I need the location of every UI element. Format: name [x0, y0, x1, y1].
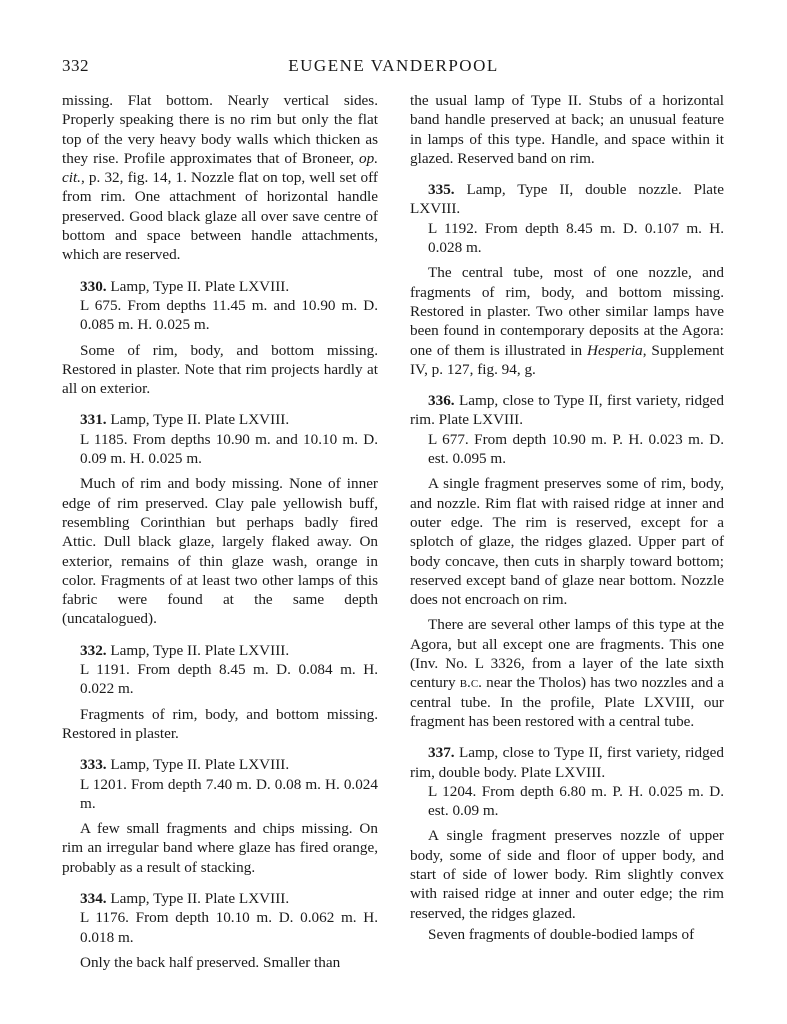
entry-meta: L 675. From depths 11.45 m. and 10.90 m. D. 0.085 m. H. 0.025 m.	[80, 296, 378, 334]
entry-heading: 330. Lamp, Type II. Plate LXVIII.	[80, 277, 290, 295]
entry-number: 335.	[428, 181, 455, 199]
catalogue-entry-332	[62, 641, 378, 743]
entry-meta: L 1176. From depth 10.10 m. D. 0.062 m. H. 0.018 m.	[80, 909, 378, 946]
right-column	[410, 91, 724, 944]
catalogue-entry-334	[62, 889, 378, 972]
catalogue-entry-337	[410, 743, 724, 944]
entry-meta: L 677. From depth 10.90 m. P. H. 0.023 m. D. est. 0.095 m.	[428, 430, 724, 468]
entry-description: Only the back half preserved. Smaller than	[80, 953, 341, 971]
entry-description: Some of rim, body, and bottom missing. Restored in plaster. Note that rim projects hardly at all on exterior.	[62, 341, 378, 398]
entry-description-continued: There are several other lamps of this type at the Agora, but all except one are fragments. This one (Inv. No. L 3326, from a layer of the late sixth century b.c. near the Tholos) has two nozzles and a central tube. In the profile, Plate LXVIII, our fragment has been restored with a central tube.	[410, 616, 724, 730]
entry-description: Fragments of rim, body, and bottom missing. Restored in plaster.	[62, 705, 378, 742]
entry-meta: L 1201. From depth 7.40 m. D. 0.08 m. H. 0.024 m.	[80, 775, 378, 812]
entry-description: The central tube, most of one nozzle, and fragments of rim, body, and bottom missing. Restored in plaster. Two other similar lamps have been found in contemporary deposits at the Agora: one of them is illustrated in Hesperia, Supplement IV, p. 127, fig. 94, g.	[410, 264, 724, 378]
entry-heading: 334. Lamp, Type II. Plate LXVIII.	[80, 889, 290, 907]
catalogue-entry-336	[410, 391, 724, 731]
catalogue-entry-335	[410, 180, 724, 379]
entry-number: 330.	[80, 277, 107, 295]
left-column	[62, 91, 378, 972]
entry-heading: 335. Lamp, Type II, double nozzle. Plate LXVIII.	[410, 181, 725, 218]
catalogue-entry-331	[62, 410, 378, 628]
entry-description: A few small fragments and chips missing. On rim an irregular band where glaze has fired orange, probably as a result of stacking.	[62, 820, 378, 876]
carryover-paragraph: the usual lamp of Type II. Stubs of a horizontal band handle preserved at back; an unusual feature in lamps of this type. Handle, and space within it glazed. Reserved band on rim.	[410, 92, 724, 167]
entry-meta: L 1185. From depths 10.90 m. and 10.10 m. D. 0.09 m. H. 0.025 m.	[80, 430, 378, 468]
entry-heading: 333. Lamp, Type II. Plate LXVIII.	[80, 756, 290, 774]
entry-description: A single fragment preserves some of rim, body, and nozzle. Rim flat with raised ridge at inner and outer edge. The rim is reserved, except for a splotch of glaze, the ridges glazed. Upper part of body concave, then cuts in sharply toward bottom; reserved except band of glaze near bottom. Nozzle does not encroach on rim.	[410, 475, 724, 609]
carryover-paragraph: missing. Flat bottom. Nearly vertical sides. Properly speaking there is no rim but only the flat top of the very heavy body walls which thicken as they rise. Profile approximates that of Broneer, op. cit., p. 32, fig. 14, 1. Nozzle flat on top, well set off from rim. One attachment of horizontal handle preserved. Good black glaze all over save centre of bottom and space between handle attachments, which are reserved.	[62, 92, 378, 264]
catalogue-entry-330	[62, 277, 378, 399]
entry-heading: 331. Lamp, Type II. Plate LXVIII.	[80, 411, 290, 429]
entry-meta: L 1191. From depth 8.45 m. D. 0.084 m. H. 0.022 m.	[80, 661, 378, 698]
entry-number: 333.	[80, 756, 107, 774]
entry-number: 336.	[428, 392, 455, 410]
entry-description: A single fragment preserves nozzle of upper body, some of side and floor of upper body, and start of side of lower body. Rim slightly convex with raised ridge at inner and outer edge; the rim reserved, the ridges glazed.	[410, 827, 724, 922]
entry-heading: 336. Lamp, close to Type II, first variety, ridged rim. Plate LXVIII.	[410, 392, 725, 429]
entry-number: 334.	[80, 889, 107, 907]
running-title: EUGENE VANDERPOOL	[288, 56, 499, 75]
catalogue-entry-333	[62, 755, 378, 877]
entry-heading: 337. Lamp, close to Type II, first variety, ridged rim, double body. Plate LXVIII.	[410, 744, 725, 781]
entry-number: 332.	[80, 641, 107, 659]
entry-meta: L 1192. From depth 8.45 m. D. 0.107 m. H. 0.028 m.	[428, 219, 724, 257]
entry-number: 337.	[428, 744, 455, 762]
page-number: 332	[62, 56, 89, 75]
entry-meta: L 1204. From depth 6.80 m. P. H. 0.025 m. D. est. 0.09 m.	[428, 782, 724, 820]
entry-heading: 332. Lamp, Type II. Plate LXVIII.	[80, 641, 290, 659]
entry-description: Much of rim and body missing. None of inner edge of rim preserved. Clay pale yellowish buff, resembling Corinthian but perhaps badly fired Attic. Dull black glaze, largely flaked away. On exterior, remains of thin glaze wash, orange in color. Fragments of at least two other lamps of this fabric were found at the same depth (uncatalogued).	[62, 475, 378, 628]
continuation-paragraph: Seven fragments of double-bodied lamps of	[428, 925, 695, 943]
entry-number: 331.	[80, 411, 107, 429]
